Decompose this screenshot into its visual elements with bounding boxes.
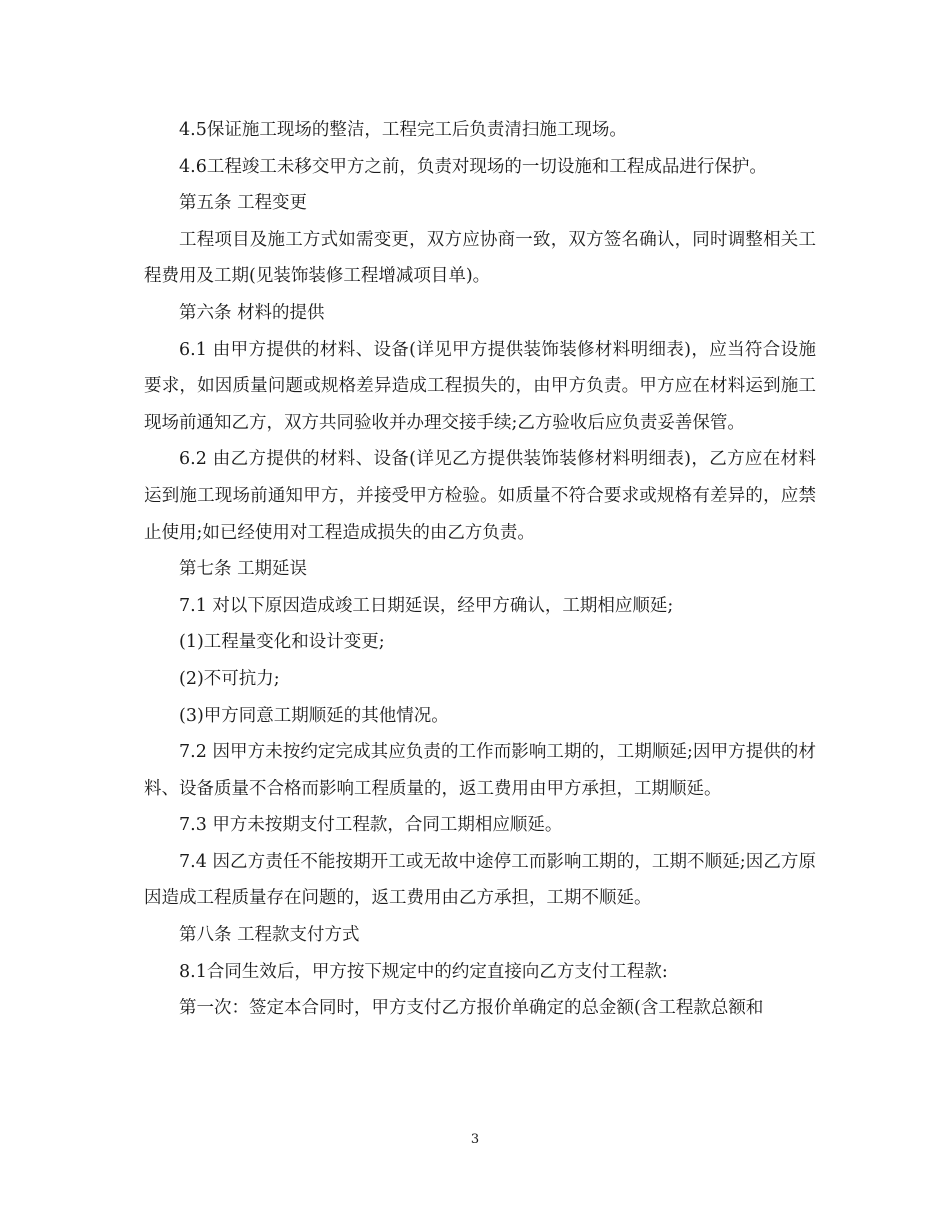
- paragraph-5-body: 工程项目及施工方式如需变更，双方应协商一致，双方签名确认，同时调整相关工程费用及工期(见装饰装修工程增减项目单)。: [144, 229, 816, 287]
- paragraph-8-1: 8.1合同生效后，甲方按下规定中的约定直接向乙方支付工程款:: [179, 961, 668, 982]
- paragraph-6-2: 6.2 由乙方提供的材料、设备(详见乙方提供装饰装修材料明细表)，乙方应在材料运到施工现场前通知甲方，并接受甲方检验。如质量不符合要求或规格有差异的，应禁止使用;如已经使用对工程造成损失的由乙方负责。: [144, 449, 816, 543]
- paragraph-6-1: 6.1 由甲方提供的材料、设备(详见甲方提供装饰装修材料明细表)，应当符合设施要求，如因质量问题或规格差异造成工程损失的，由甲方负责。甲方应在材料运到施工现场前通知乙方，双方共同验收并办理交接手续;乙方验收后应负责妥善保管。: [144, 339, 816, 433]
- paragraph-8-1-first: 第一次：签定本合同时，甲方支付乙方报价单确定的总金额(含工程款总额和: [179, 998, 764, 1019]
- paragraph-4-5: 4.5保证施工现场的整洁，工程完工后负责清扫施工现场。: [179, 120, 627, 140]
- document-body: [144, 112, 816, 1027]
- list-item-7-1-3: (3)甲方同意工期顺延的其他情况。: [179, 705, 449, 726]
- list-item-7-1-1: (1)工程量变化和设计变更;: [179, 632, 385, 653]
- paragraph-7-2: 7.2 因甲方未按约定完成其应负责的工作而影响工期的，工期顺延;因甲方提供的材料、设备质量不合格而影响工程质量的，返工费用由甲方承担，工期顺延。: [144, 742, 816, 799]
- section-heading-8: 第八条 工程款支付方式: [179, 925, 360, 946]
- section-heading-6: 第六条 材料的提供: [179, 302, 325, 323]
- list-item-7-1-2: (2)不可抗力;: [179, 668, 280, 689]
- paragraph-7-3: 7.3 甲方未按期支付工程款，合同工期相应顺延。: [179, 815, 563, 836]
- page-number: 3: [470, 1132, 480, 1147]
- section-heading-5: 第五条 工程变更: [179, 193, 308, 214]
- paragraph-4-6: 4.6工程竣工未移交甲方之前，负责对现场的一切设施和工程成品进行保护。: [179, 156, 767, 177]
- paragraph-7-4: 7.4 因乙方责任不能按期开工或无故中途停工而影响工期的，工期不顺延;因乙方原因造成工程质量存在问题的，返工费用由乙方承担，工期不顺延。: [144, 851, 816, 909]
- section-heading-7: 第七条 工期延误: [179, 559, 308, 580]
- paragraph-7-1: 7.1 对以下原因造成竣工日期延误，经甲方确认，工期相应顺延;: [179, 595, 674, 616]
